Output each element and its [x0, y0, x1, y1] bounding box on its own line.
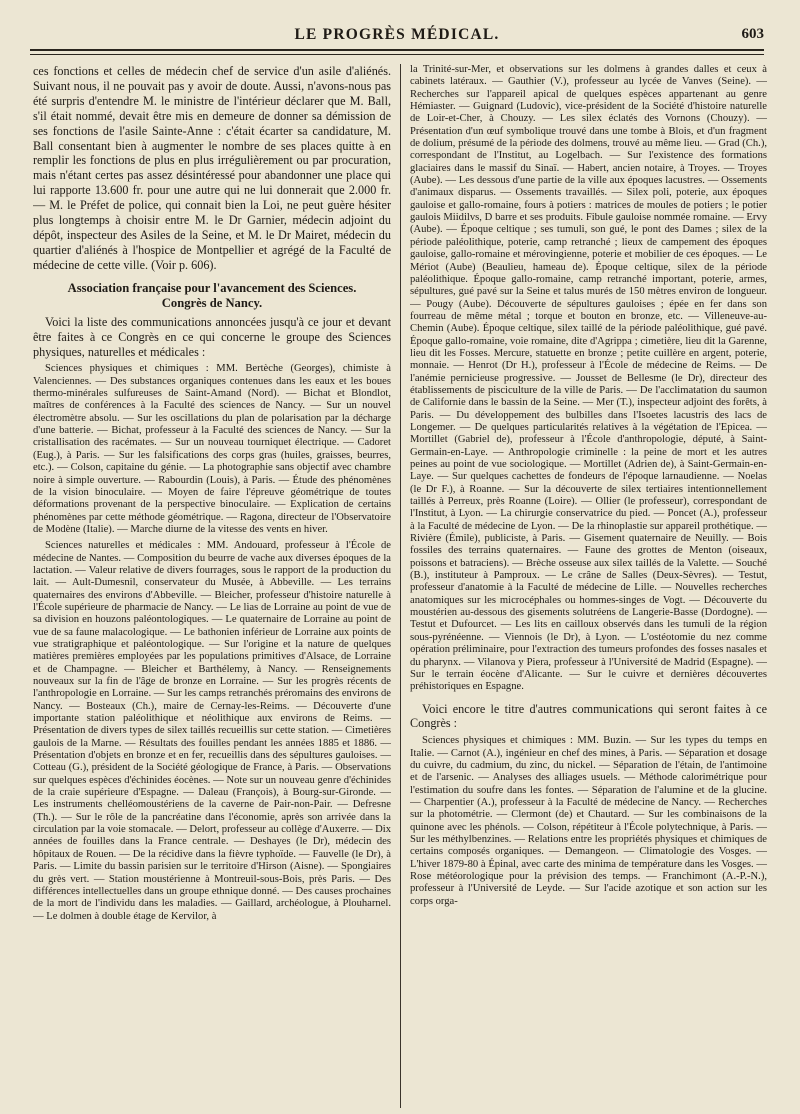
header-rule-thick	[30, 49, 764, 51]
column-divider	[400, 64, 401, 1108]
physical-sciences-paragraph: Sciences physiques et chimiques : MM. Bertèche (Georges), chimiste à Valenciennes. — Des substances organiques contenues dans les eaux et les boues thermo-minérales sulfureuses de Saint-Amand (Nord). — Bichat et Blondlot, maîtres de conférences à la Faculté des sciences de Nancy. — Sur un nouvel électromètre absolu. — Sur les oscillations du plan de polarisation par la décharge d'une batterie. — Bichat, professeur à la Faculté des sciences de Nancy. — Sur la cristallisation des racémates. — Sur un nouveau tourniquet électrique. — Cadoret (Eug.), à Paris. — Sur les falsifications des corps gras (huiles, graisses, beurres, etc.). — Colson, capitaine du génie. — La photographie sans objectif avec chambre noire à simple ouverture. — Rabourdin (Louis), à Paris. — Étude des phénomènes de la vision binoculaire. — Moyen de faire l'épreuve géométrique de toutes déformations provenant de la perspective binoculaire. — Explication de certains phénomènes par cette méthode géométrique. — Ragona, directeur de l'Observatoire de Modène (Italie). — Marche diurne de la vitesse des vents en hiver.	[33, 363, 391, 535]
page-number: 603	[741, 26, 764, 42]
section-subtitle: Congrès de Nancy.	[161, 295, 263, 310]
journal-title: LE PROGRÈS MÉDICAL.	[294, 26, 500, 43]
running-header	[30, 26, 764, 48]
physical-sciences-paragraph-2: Sciences physiques et chimiques : MM. Buzin. — Sur les types du temps en Italie. — Carnot (A.), ingénieur en chef des mines, à Paris. — Séparation et dosage du cuivre, du cadmium, du zinc, du nickel. — Séparation de l'étain, de l'antimoine et de l'arsenic. — Analyses des alliages usuels. — Méthode calorimétrique pour l'estimation du soufre dans les fontes. — Séparation de l'alumine et de la glucine. — Charpentier (A.), professeur à la Faculté de médecine de Nancy. — Recherches sur la photométrie. — Clermont (de) et Chautard. — Sur les combinaisons de la quinone avec les phénols. — Colson, répétiteur à l'École polytechnique, à Paris. — Sur les méthylbenzines. — Relations entre les propriétés physiques et chimiques de certains composés organiques. — Demangeon. — Climatologie des Vosges. — L'hiver 1879-80 à Épinal, avec carte des minima de température dans les Vosges. — Rose météorologique pour la prévision des temps. — Franchimont (A.-P.-N.), professeur à l'Université de Leyde. — Sur l'acide azotique et son action sur les corps orga-	[410, 735, 767, 907]
intro-paragraph: ces fonctions et celles de médecin chef de service d'un asile d'aliénés. Suivant nous, il ne pouvait pas y avoir de doute. Aussi, n'avons-nous pas été surpris d'entendre M. le ministre de l'intérieur déclarer que M. Ball, s'il était nommé, devait être mis en demeure de donner sa démission de ses fonctions de l'asile Sainte-Anne : c'était écarter sa candidature, M. Ball consentant bien à augmenter le nombre de ses places quitte à en remplir les fonctions de plus en plus irrégulièrement ou par procuration, mais n'étant certes pas assez désintéressé pour abandonner une place qui lui rapporte 13.600 fr. pour une autre qui ne lui donnerait que 2.000 fr. — M. le Préfet de police, qui connait bien la Loi, ne peut guère hésiter plus longtemps à choisir entre M. le Dr Garnier, médecin adjoint du dépôt, inspecteur des Asiles de la Seine, et M. le Dr Mairet, médecin du quartier d'aliénés à l'hospice de Montpellier et agrégé de la Faculté de médecine de cette ville. (Voir p. 606).	[33, 64, 391, 272]
section-intro-paragraph: Voici la liste des communications annoncées jusqu'à ce jour et devant être faites à ce Congrès en ce qui concerne le groupe des Sciences physiques, naturelles et médicales :	[33, 314, 391, 359]
other-communications-intro: Voici encore le titre d'autres communications qui seront faites à ce Congrès :	[410, 701, 767, 731]
right-column	[410, 64, 767, 1108]
natural-sciences-paragraph: Sciences naturelles et médicales : MM. Andouard, professeur à l'École de médecine de Nantes. — Composition du beurre de vache aux diverses époques de la lactation. — Valeur relative de divers fourrages, sous le rapport de la production du lait. — Ault-Dumesnil, conservateur du Musée, à Abbeville. — Les terrains quaternaires des environs d'Abbeville. — Bleicher, professeur d'histoire naturelle à l'École supérieure de pharmacie de Nancy. — Le lias de Lorraine au point de vue de sa division en houzons paléontologiques. — Le quaternaire de Lorraine au point de vue de sa faune malacologique. — Le bathonien inférieur de Lorraine aux points de vue stratigraphique et paléontologique. — Sur l'origine et la nature de quelques matières premières employées par les populations primitives d'Alsace, de Lorraine et de Champagne. — Bleicher et Barthélemy, à Nancy. — Renseignements nouveaux sur la fin de l'âge de bronze en Lorraine. — Sur les progrès récents de l'anthropologie en Lorraine. — Sur les camps retranchés préromains des environs de Nancy. — Bosteaux (Ch.), maire de Cernay-les-Reims. — Découverte d'une importante station paléolithique et néolithique aux environs de Reims. — Présentation de divers types de silex taillés recueillis sur cette station. — Cimetières gaulois de la Marne. — Résultats des fouilles pendant les années 1885 et 1886. — Présentation d'objets en bronze et en fer, recueillis dans des sépultures gauloises. — Cotteau (G.), président de la Société géologique de France, à Paris. — Observations sur quelques espèces d'échinides éocènes. — Note sur un nouveau genre d'échinides de la craie supérieure d'Espagne. — Daleau (François), à Bourg-sur-Gironde. — Les instruments chelléomoustériens de la caverne de Pair-non-Pair. — Defresne (Th.). — Sur le rôle de la pancréatine dans l'économie, après son arrivée dans la circulation par la voie stomacale. — Delort, professeur au collège d'Auxerre. — Dix années de fouilles dans la France centrale. — Deshayes (le Dr), médecin des hôpitaux de Rouen. — De la récidive dans la fièvre typhoïde. — Fauvelle (le Dr), à Paris. — Limite du bassin parisien sur le territoire d'Hirson (Aisne). — Spongiaires du grès vert. — Station moustérienne à Montreuil-sous-Bois, près Paris. — Des différences intellectuelles dans un groupe ethnique donné. — Des causes prochaines de la mort de l'individu dans les maladies. — Gaillard, archéologue, à Plouharnel. — Le dolmen à double étage de Kervilor, à	[33, 540, 391, 922]
header-rule-thin	[30, 54, 764, 55]
natural-sciences-continued-paragraph: la Trinité-sur-Mer, et observations sur les dolmens à grandes dalles et ceux à cabinets latéraux. — Gauthier (V.), professeur au lycée de Vanves (Seine). — Recherches sur l'appareil apical de quelques espèces appartenant au genre Hémiaster. — Guignard (Ludovic), vice-président de la Société d'histoire naturelle de Loir-et-Cher, à Chouzy. — Les silex éclatés des Vornons (Chouzy). — Présentation d'un œuf symbolique trouvé dans une tombe à Blois, et d'un fragment de dolium, présumé de la période des dolmens, trouvé au même lieu. — Grad (Ch.), correspondant de l'Institut, au Logelbach. — Sur l'existence des formations glaciaires dans le massif du Sinaï. — Habert, ancien notaire, à Troyes. — Troyes (Aube). — Les dessous d'une partie de la ville aux époques lacustres. — Ossements d'animaux disparus. — Ossements travaillés. — Silex poli, poterie, aux époques gauloise et gallo-romaine, fours à potiers : matrices de moules de potiers ; le potier gaulois Miidilvs, D barre et ses produits. Fibule gauloise nommée romaine. — Ervy (Aube). — Époque celtique ; ses tumuli, son gué, le pont des Dames ; silex de la période paléolithique, poterie, camp retranché ; lieux de campement des époques gauloise, gallo-romaine et mérovingienne, poterie et mobilier de ces époques. — Le Mériot (Aube) (Beaulieu, hameau de). Époque celtique, silex de la période paléolithique. Époque gallo-romaine, camp retranché important, poterie, armes, sépultures, gué pavé sur la Seine et talus murés de 150 mètres environ de longueur. — Pougy (Aube). Découverte de sépultures gauloises ; épée en fer dans son fourreau de même métal ; torque et bouton en bronze, etc. — Villeneuve-au-Chemin (Aube). Époque celtique, silex taillé de la période paléolithique, gué pavé. Époque gallo-romaine, voie romaine, dite d'Agrippa ; cimetière, lieu dit la Garenne, lieu dit les Fosses. Mercure, statuette en bronze ; petite cuillère en argent, poterie, monnaie. — Henrot (Dr H.), professeur à l'École de médecine de Reims. — De l'anémie pernicieuse progressive. — Jousset de Bellesme (le Dr), directeur des établissements de pisciculture de la ville de Paris. — De l'acclimatation du saumon de Californie dans le bassin de la Seine. — Mer (T.), inspecteur adjoint des forêts, à Paris. — Du développement des bulbilles dans l'Isoetes lacustris des lacs de Longemer. — De quelques particularités relatives à la végétation de l'Epicea. — Mortillet (Gabriel de), professeur à l'École d'anthropologie, député, à Saint-Germain-en-Laye. — Anthropologie criminelle : la peine de mort et les autres peines au point de vue sociologique. — Mortillet (Adrien de), à Saint-Germain-en-Laye. — Sur quelques cachettes de fondeurs de l'époque larnaudienne. — Noelas (le Dr F.), à Roanne. — Sur la découverte de silex tertiaires intentionnellement taillés à Perreux, près Roanne (Loire). — Ollier (le professeur), correspondant de l'Institut, à Lyon. — La chirurgie conservatrice du pied. — Poncet (A.), professeur à la Faculté de médecine de Lyon. — De la rhinoplastie sur appareil prothétique. — Rivière (Émile), publiciste, à Paris. — Gisement quaternaire de Neuilly. — Bois fossiles des terrains quaternaires. — Faune des grottes de Menton (oiseaux, poissons et batraciens). — Brèche osseuse aux silex taillés de la Valette. — Souché (B.), instituteur à Pamproux. — Le crâne de Salles (Deux-Sèvres). — Testut, professeur d'anatomie à la Faculté de médecine de Lille. — Nouvelles recherches anatomiques sur les microcéphales ou hommes-singes de Vogt. — Découverte du moustérien au-dessous des gisements solutréens de Langerie-Basse (Dordogne). — Testut et Dufourcet. — Les lits en cailloux observés dans les tumuli de la région sous-pyrénéenne. — Viennois (le Dr), à Lyon. — L'ostéotomie du nez comme opération préliminaire, pour l'extraction des tumeurs profondes des fosses nasales et du pharynx. — Vilanova y Piera, professeur à l'Université de Madrid (Espagne). — Sur le terrain éocène d'Alicante. — Sur le cuivre et dernières découvertes préhistoriques en Espagne.	[410, 64, 767, 693]
section-title: Association française pour l'avancement des Sciences.	[67, 280, 357, 295]
left-column	[33, 64, 391, 1108]
